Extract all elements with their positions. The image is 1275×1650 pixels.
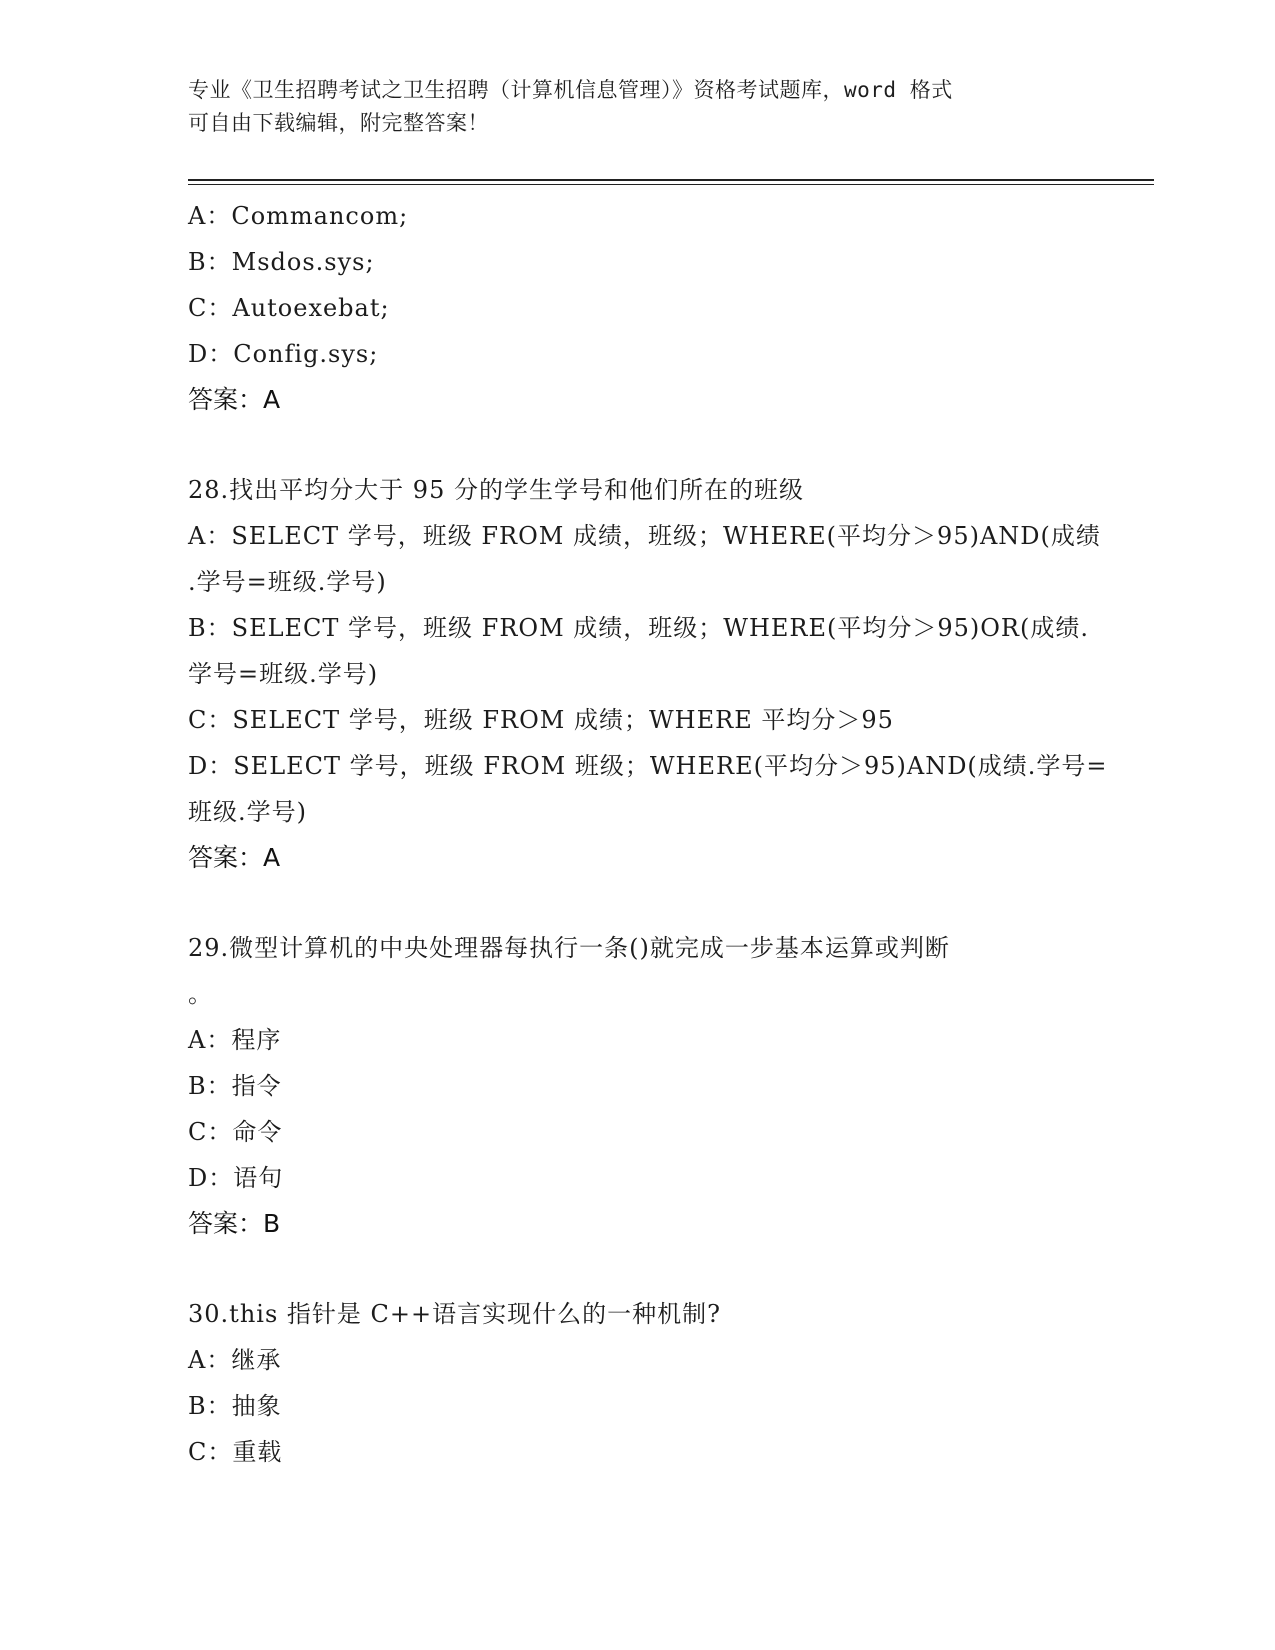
option-c: C：命令 [188, 1118, 283, 1146]
option-d-continued: 班级.学号) [188, 798, 307, 826]
option-d: D：语句 [188, 1164, 284, 1192]
question-27 [188, 193, 1088, 423]
option-b-continued: 学号=班级.学号) [188, 660, 379, 688]
option-a: A：Commancom; [188, 202, 409, 230]
option-a-continued: .学号=班级.学号) [188, 568, 387, 596]
spacer [188, 1247, 1088, 1291]
option-b: B：抽象 [188, 1392, 282, 1420]
header-line-1: 专业《卫生招聘考试之卫生招聘（计算机信息管理）》资格考试题库，word 格式 [188, 78, 953, 102]
option-b: B：Msdos.sys; [188, 248, 375, 276]
spacer [188, 423, 1088, 467]
answer-label: 答案：B [188, 1209, 281, 1238]
answer-label: 答案：A [188, 385, 281, 414]
header-divider [188, 179, 1154, 185]
question-list [188, 193, 1108, 1475]
document-header [188, 74, 1088, 140]
question-text-continued: 。 [188, 980, 213, 1008]
option-b: B：SELECT 学号，班级 FROM 成绩，班级；WHERE(平均分＞95)OR(成绩. [188, 614, 1089, 642]
spacer [188, 881, 1088, 925]
option-d: D：SELECT 学号，班级 FROM 班级；WHERE(平均分＞95)AND(成绩.学号= [188, 752, 1108, 780]
question-text: 29.微型计算机的中央处理器每执行一条()就完成一步基本运算或判断 [188, 934, 950, 962]
question-text: 30.this 指针是 C++语言实现什么的一种机制? [188, 1300, 721, 1328]
option-c: C：重载 [188, 1438, 283, 1466]
question-text: 28.找出平均分大于 95 分的学生学号和他们所在的班级 [188, 476, 804, 504]
option-a: A：SELECT 学号，班级 FROM 成绩，班级；WHERE(平均分＞95)AND(成绩 [188, 522, 1101, 550]
option-d: D：Config.sys; [188, 340, 379, 368]
option-c: C：SELECT 学号，班级 FROM 成绩；WHERE 平均分＞95 [188, 706, 894, 734]
question-30 [188, 1291, 1088, 1475]
question-28 [188, 467, 1108, 881]
option-a: A：程序 [188, 1026, 282, 1054]
option-b: B：指令 [188, 1072, 282, 1100]
header-line-2: 可自由下载编辑，附完整答案！ [188, 111, 489, 135]
answer-label: 答案：A [188, 843, 281, 872]
question-29 [188, 925, 1088, 1247]
option-c: C：Autoexebat; [188, 294, 390, 322]
option-a: A：继承 [188, 1346, 282, 1374]
